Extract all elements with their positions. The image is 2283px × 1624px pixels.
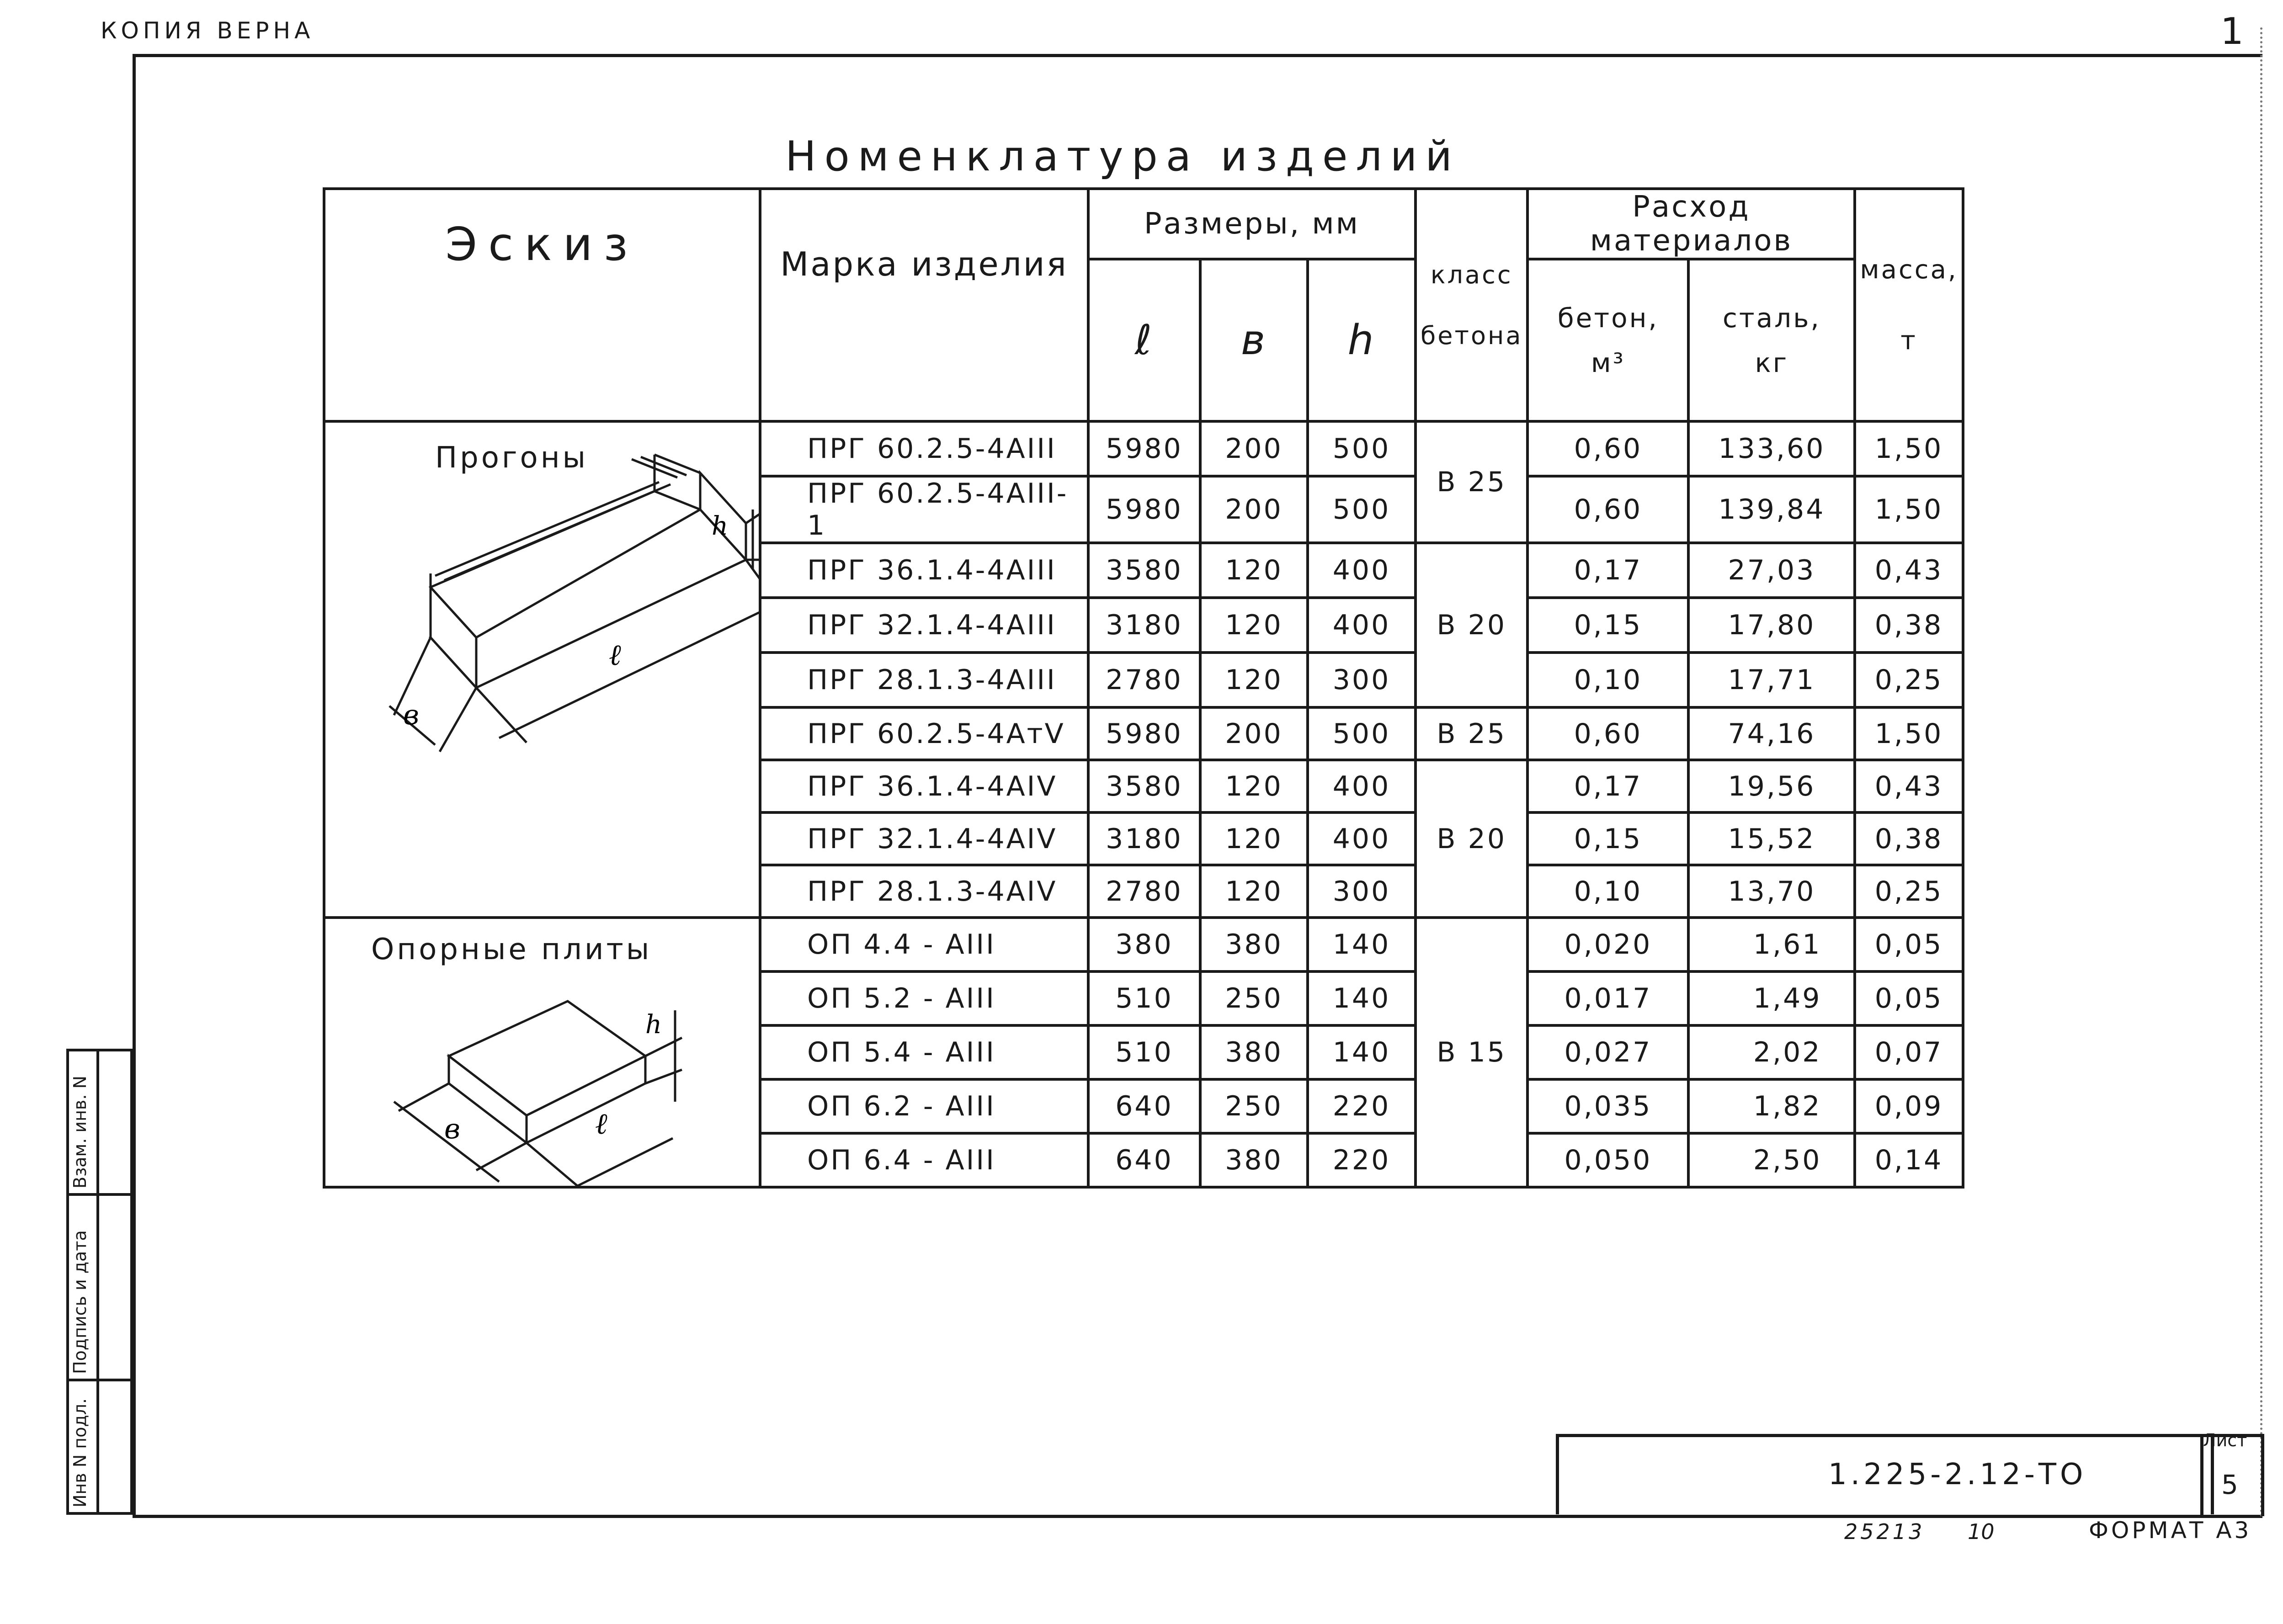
row-l: 5980 <box>1088 476 1200 543</box>
row-steel: 19,56 <box>1688 760 1855 812</box>
margin-inv-label: Инв N подл. <box>70 1398 90 1507</box>
page-title: Номенклатура изделий <box>785 133 1460 180</box>
row-mark: ПРГ 32.1.4-4АIII <box>760 598 1088 653</box>
row-mark: ПРГ 32.1.4-4АIV <box>760 812 1088 865</box>
row-h: 400 <box>1308 812 1416 865</box>
header-mass-line1: масса, <box>1860 255 1958 285</box>
row-b: 120 <box>1200 543 1308 598</box>
row-concrete: 0,10 <box>1527 865 1688 918</box>
header-materials: Расход материалов <box>1527 189 1855 259</box>
row-mass: 0,38 <box>1855 812 1963 865</box>
row-h: 140 <box>1308 971 1416 1025</box>
sheet-label: Лист <box>2203 1430 2247 1450</box>
margin-cell-sign <box>66 1193 133 1381</box>
row-b: 120 <box>1200 865 1308 918</box>
row-h: 500 <box>1308 421 1416 476</box>
margin-cell-inv <box>66 1379 133 1515</box>
row-mass: 1,50 <box>1855 421 1963 476</box>
row-l: 3180 <box>1088 598 1200 653</box>
row-mass: 0,05 <box>1855 971 1963 1025</box>
sketch-purlin-l-label: ℓ <box>609 638 623 672</box>
row-b: 120 <box>1200 598 1308 653</box>
row-concrete: 0,15 <box>1527 812 1688 865</box>
footer-format: ФОРМАТ А3 <box>2089 1517 2252 1544</box>
row-h: 140 <box>1308 1025 1416 1079</box>
sheet-number: 5 <box>2221 1469 2238 1500</box>
row-mass: 0,14 <box>1855 1133 1963 1187</box>
row-mark: ОП 5.4 - АIII <box>760 1025 1088 1079</box>
header-b: в <box>1200 259 1308 421</box>
row-mark: ПРГ 36.1.4-4АIII <box>760 543 1088 598</box>
frame-right-edge <box>2260 27 2262 1518</box>
row-steel: 13,70 <box>1688 865 1855 918</box>
row-concrete: 0,17 <box>1527 543 1688 598</box>
row-steel: 74,16 <box>1688 707 1855 760</box>
row-b: 120 <box>1200 812 1308 865</box>
row-b: 200 <box>1200 421 1308 476</box>
sketch-plate-h-label: h <box>645 1010 664 1040</box>
row-l: 3580 <box>1088 760 1200 812</box>
row-mark: ОП 6.2 - АIII <box>760 1079 1088 1133</box>
row-b: 200 <box>1200 476 1308 543</box>
nomenclature-table <box>323 187 1964 1189</box>
row-concrete: 0,10 <box>1527 653 1688 707</box>
row-l: 3580 <box>1088 543 1200 598</box>
row-h: 300 <box>1308 865 1416 918</box>
header-sizes: Размеры, мм <box>1088 189 1416 259</box>
row-steel: 27,03 <box>1688 543 1855 598</box>
sketch-purlin-b-label: в <box>403 699 421 731</box>
sketch-plate-b-label: в <box>444 1113 462 1145</box>
row-concrete: 0,017 <box>1527 971 1688 1025</box>
row-steel: 1,61 <box>1688 918 1855 971</box>
row-l: 3180 <box>1088 812 1200 865</box>
row-steel: 17,80 <box>1688 598 1855 653</box>
margin-cell-replace <box>66 1049 133 1196</box>
row-l: 2780 <box>1088 653 1200 707</box>
row-steel: 1,49 <box>1688 971 1855 1025</box>
row-b: 120 <box>1200 760 1308 812</box>
sketch-plates <box>324 918 760 1187</box>
header-sketch: Эскиз <box>324 189 760 421</box>
row-l: 5980 <box>1088 707 1200 760</box>
row-l: 640 <box>1088 1133 1200 1187</box>
row-mark: ОП 5.2 - АIII <box>760 971 1088 1025</box>
row-b: 200 <box>1200 707 1308 760</box>
row-concrete: 0,020 <box>1527 918 1688 971</box>
row-concrete: 0,60 <box>1527 421 1688 476</box>
row-h: 140 <box>1308 918 1416 971</box>
class-cell: В 20 <box>1416 760 1527 918</box>
row-concrete: 0,15 <box>1527 598 1688 653</box>
row-concrete: 0,60 <box>1527 476 1688 543</box>
row-mark: ОП 6.4 - АIII <box>760 1133 1088 1187</box>
sketch-purlin-h-label: h <box>712 511 730 541</box>
header-steel-line2: кг <box>1755 347 1789 378</box>
header-h: h <box>1308 259 1416 421</box>
frame-top-border <box>133 54 2262 57</box>
header-class-line1: класс <box>1430 260 1513 289</box>
class-cell: В 20 <box>1416 543 1527 707</box>
row-mass: 0,25 <box>1855 865 1963 918</box>
header-steel <box>1688 259 1855 421</box>
header-concrete <box>1527 259 1688 421</box>
row-h: 400 <box>1308 760 1416 812</box>
row-mass: 0,43 <box>1855 543 1963 598</box>
row-steel: 133,60 <box>1688 421 1855 476</box>
table-row <box>324 421 1963 476</box>
row-mark: ПРГ 60.2.5-4АIII <box>760 421 1088 476</box>
row-mass: 0,09 <box>1855 1079 1963 1133</box>
footer-number: 10 <box>1968 1519 1995 1544</box>
header-class <box>1416 189 1527 421</box>
header-mass <box>1855 189 1963 421</box>
row-l: 510 <box>1088 971 1200 1025</box>
row-b: 380 <box>1200 1025 1308 1079</box>
row-concrete: 0,050 <box>1527 1133 1688 1187</box>
row-concrete: 0,60 <box>1527 707 1688 760</box>
row-steel: 1,82 <box>1688 1079 1855 1133</box>
header-steel-line1: сталь, <box>1722 302 1821 334</box>
header-concrete-line1: бетон, <box>1557 302 1659 334</box>
copy-note: КОПИЯ ВЕРНА <box>101 17 314 44</box>
header-class-line2: бетона <box>1421 321 1523 350</box>
row-mass: 0,05 <box>1855 918 1963 971</box>
row-mark: ПРГ 60.2.5-4АIII-1 <box>760 476 1088 543</box>
table-row <box>324 918 1963 971</box>
row-mass: 1,50 <box>1855 707 1963 760</box>
row-l: 380 <box>1088 918 1200 971</box>
row-l: 2780 <box>1088 865 1200 918</box>
row-h: 400 <box>1308 598 1416 653</box>
row-h: 300 <box>1308 653 1416 707</box>
row-mass: 1,50 <box>1855 476 1963 543</box>
header-mass-line2: т <box>1900 325 1917 356</box>
row-mass: 0,25 <box>1855 653 1963 707</box>
class-cell: В 25 <box>1416 707 1527 760</box>
row-mark: ПРГ 28.1.3-4АIII <box>760 653 1088 707</box>
margin-replace-label: Взам. инв. N <box>70 1076 90 1189</box>
class-cell: В 25 <box>1416 421 1527 543</box>
header-row-1 <box>324 189 1963 259</box>
row-b: 120 <box>1200 653 1308 707</box>
row-h: 220 <box>1308 1079 1416 1133</box>
row-b: 250 <box>1200 1079 1308 1133</box>
margin-divider <box>96 1049 99 1515</box>
group-label-plates: Опорные плиты <box>371 933 652 966</box>
row-h: 500 <box>1308 476 1416 543</box>
row-mark: ПРГ 28.1.3-4АIV <box>760 865 1088 918</box>
row-b: 380 <box>1200 1133 1308 1187</box>
margin-sign-label: Подпись и дата <box>70 1230 90 1374</box>
row-l: 5980 <box>1088 421 1200 476</box>
header-l: ℓ <box>1088 259 1200 421</box>
row-mark: ПРГ 60.2.5-4АтV <box>760 707 1088 760</box>
row-mark: ПРГ 36.1.4-4АIV <box>760 760 1088 812</box>
row-steel: 17,71 <box>1688 653 1855 707</box>
class-cell: В 15 <box>1416 918 1527 1187</box>
margin-stamp <box>66 1049 134 1515</box>
plate-sketch-drawing <box>325 919 761 1189</box>
row-steel: 2,02 <box>1688 1025 1855 1079</box>
row-mass: 0,38 <box>1855 598 1963 653</box>
row-h: 500 <box>1308 707 1416 760</box>
document-code: 1.225-2.12-ТО <box>1828 1458 2087 1491</box>
row-steel: 2,50 <box>1688 1133 1855 1187</box>
row-concrete: 0,035 <box>1527 1079 1688 1133</box>
row-steel: 15,52 <box>1688 812 1855 865</box>
sketch-plate-l-label: ℓ <box>595 1107 609 1141</box>
row-l: 510 <box>1088 1025 1200 1079</box>
sketch-purlins <box>324 421 760 918</box>
frame-bottom-border <box>133 1515 2262 1518</box>
header-concrete-line2: м³ <box>1591 347 1625 378</box>
row-mass: 0,07 <box>1855 1025 1963 1079</box>
purlin-sketch-drawing <box>325 423 761 907</box>
row-h: 400 <box>1308 543 1416 598</box>
row-steel: 139,84 <box>1688 476 1855 543</box>
row-mass: 0,43 <box>1855 760 1963 812</box>
footer-inventory: 25213 <box>1844 1519 1925 1544</box>
row-b: 250 <box>1200 971 1308 1025</box>
row-b: 380 <box>1200 918 1308 971</box>
row-mark: ОП 4.4 - АIII <box>760 918 1088 971</box>
row-concrete: 0,027 <box>1527 1025 1688 1079</box>
row-concrete: 0,17 <box>1527 760 1688 812</box>
row-h: 220 <box>1308 1133 1416 1187</box>
header-mark: Марка изделия <box>760 189 1088 421</box>
row-l: 640 <box>1088 1079 1200 1133</box>
top-right-mark: 1 <box>2220 10 2244 53</box>
group-label-purlins: Прогоны <box>435 441 589 475</box>
